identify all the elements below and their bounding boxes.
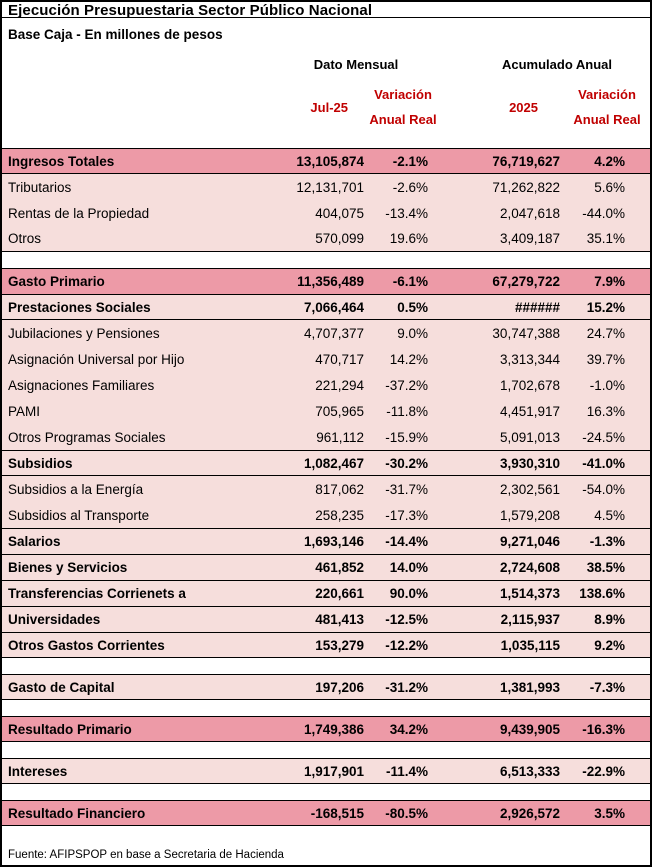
- cell-monthly-variation: 14.0%: [389, 560, 428, 575]
- cell-annual-value: 1,381,993: [499, 679, 560, 695]
- cell-annual-value: 2,047,618: [499, 205, 560, 221]
- cell-monthly-value: 197,206: [315, 679, 364, 695]
- table-row: [2, 320, 650, 346]
- cell-annual-variation: 24.7%: [586, 325, 625, 341]
- cell-monthly-value: 817,062: [315, 481, 364, 497]
- cell-annual-value: 5,091,013: [499, 429, 560, 445]
- variation-line-2: Anual Real: [573, 112, 641, 127]
- table-row: [2, 716, 650, 742]
- cell-annual-variation: -22.9%: [582, 763, 625, 779]
- table-row: [2, 268, 650, 294]
- row-label: Asignación Universal por Hijo: [8, 351, 185, 367]
- cell-annual-variation: 16.3%: [586, 403, 625, 419]
- table-row: [2, 476, 650, 502]
- cell-annual-value: ######: [514, 299, 560, 315]
- page-title: Ejecución Presupuestaria Sector Público Nacional: [8, 2, 373, 19]
- cell-monthly-variation: 0.5%: [397, 299, 428, 315]
- variation-line-2: Anual Real: [369, 112, 437, 127]
- cell-monthly-value: 404,075: [315, 205, 364, 221]
- cell-monthly-variation: -6.1%: [392, 274, 428, 289]
- row-label: Asignaciones Familiares: [8, 377, 155, 393]
- cell-annual-value: 3,409,187: [499, 231, 560, 246]
- table-row: [2, 294, 650, 320]
- cell-monthly-variation: -14.4%: [385, 534, 428, 549]
- cell-annual-value: 30,747,388: [492, 325, 560, 341]
- cell-annual-variation: -7.3%: [589, 679, 625, 695]
- column-header-year: 2025: [509, 99, 538, 115]
- cell-annual-value: 2,926,572: [499, 805, 560, 821]
- spacer-row: [2, 658, 650, 674]
- cell-monthly-variation: 34.2%: [389, 721, 428, 737]
- cell-monthly-value: 7,066,464: [303, 299, 364, 315]
- cell-monthly-variation: -31.7%: [385, 481, 428, 497]
- cell-annual-variation: -54.0%: [582, 481, 625, 497]
- cell-annual-variation: 39.7%: [586, 351, 625, 367]
- row-label: Gasto Primario: [8, 274, 105, 289]
- cell-annual-variation: 15.2%: [586, 299, 625, 315]
- cell-annual-variation: -24.5%: [582, 429, 625, 445]
- cell-annual-value: 9,271,046: [499, 534, 560, 549]
- row-label: Prestaciones Sociales: [8, 299, 151, 315]
- cell-annual-value: 76,719,627: [492, 153, 560, 169]
- cell-monthly-value: 481,413: [315, 612, 364, 627]
- table-row: [2, 346, 650, 372]
- column-header-month: Jul-25: [310, 99, 348, 115]
- cell-annual-value: 6,513,333: [499, 763, 560, 779]
- table-row: [2, 758, 650, 784]
- variation-line-1: Variación: [374, 87, 432, 102]
- cell-monthly-variation: 9.0%: [397, 325, 428, 341]
- row-label: Resultado Financiero: [8, 805, 146, 821]
- table-row: [2, 580, 650, 606]
- page-subtitle: Base Caja - En millones de pesos: [8, 27, 223, 42]
- cell-monthly-variation: -12.5%: [385, 612, 428, 627]
- cell-annual-value: 2,302,561: [499, 481, 560, 497]
- cell-annual-value: 3,313,344: [499, 351, 560, 367]
- cell-annual-value: 9,439,905: [499, 721, 560, 737]
- cell-annual-value: 1,035,115: [500, 637, 560, 653]
- cell-monthly-value: -168,515: [310, 805, 364, 821]
- table-row: [2, 148, 650, 174]
- group-header-monthly: Dato Mensual: [313, 57, 399, 72]
- table-row: [2, 174, 650, 200]
- cell-annual-variation: 3.5%: [594, 805, 625, 821]
- cell-monthly-variation: -80.5%: [385, 805, 428, 821]
- spacer-row: [2, 700, 650, 716]
- cell-annual-variation: 4.5%: [594, 507, 625, 523]
- cell-monthly-variation: -17.3%: [385, 507, 428, 523]
- cell-monthly-value: 470,717: [315, 351, 364, 367]
- cell-monthly-value: 11,356,489: [297, 274, 364, 289]
- cell-monthly-value: 705,965: [315, 403, 364, 419]
- cell-annual-value: 3,930,310: [499, 455, 560, 471]
- row-label: Intereses: [8, 763, 68, 779]
- table-row: [2, 674, 650, 700]
- cell-monthly-value: 220,661: [315, 586, 364, 601]
- cell-monthly-value: 1,917,901: [303, 763, 364, 779]
- cell-annual-value: 1,579,208: [499, 507, 560, 523]
- cell-monthly-variation: -12.2%: [385, 637, 428, 653]
- column-sub-header: [2, 80, 650, 134]
- title-row: [2, 2, 650, 18]
- table-row: [2, 800, 650, 826]
- cell-annual-variation: 35.1%: [586, 231, 625, 246]
- cell-monthly-value: 13,105,874: [296, 153, 364, 169]
- cell-monthly-variation: 90.0%: [389, 586, 428, 601]
- cell-monthly-value: 1,082,467: [303, 455, 364, 471]
- header-spacer: [2, 57, 248, 72]
- cell-monthly-variation: -2.6%: [392, 179, 428, 195]
- cell-annual-variation: -41.0%: [582, 455, 625, 471]
- cell-monthly-variation: -2.1%: [392, 153, 428, 169]
- cell-annual-variation: -16.3%: [582, 721, 625, 737]
- cell-annual-variation: -44.0%: [582, 205, 625, 221]
- table-row: [2, 632, 650, 658]
- cell-monthly-variation: 19.6%: [389, 231, 428, 246]
- column-header-variation-monthly: [368, 82, 438, 132]
- cell-annual-variation: 4.2%: [594, 153, 625, 169]
- row-label: Universidades: [8, 612, 101, 627]
- cell-monthly-variation: -15.9%: [385, 429, 428, 445]
- table-row: [2, 200, 650, 226]
- row-label: Tributarios: [8, 179, 72, 195]
- row-label: Jubilaciones y Pensiones: [8, 325, 160, 341]
- row-label: Otros Programas Sociales: [8, 429, 166, 445]
- spacer-row: [2, 252, 650, 268]
- cell-annual-value: 1,702,678: [499, 377, 560, 393]
- column-header-variation-annual: [564, 82, 650, 132]
- cell-annual-value: 1,514,373: [499, 586, 560, 601]
- cell-annual-variation: -1.0%: [589, 377, 625, 393]
- cell-monthly-value: 461,852: [315, 560, 364, 575]
- source-note: Fuente: AFIPSPOP en base a Secretaria de Hacienda: [8, 849, 284, 861]
- row-label: Bienes y Servicios: [8, 560, 128, 575]
- cell-monthly-value: 4,707,377: [303, 325, 364, 341]
- cell-monthly-value: 258,235: [315, 507, 364, 523]
- cell-annual-value: 67,279,722: [492, 274, 560, 289]
- cell-monthly-value: 961,112: [316, 429, 364, 445]
- cell-monthly-variation: -37.2%: [385, 377, 428, 393]
- group-header-annual: Acumulado Anual: [501, 57, 613, 72]
- row-label: Salarios: [8, 534, 61, 549]
- cell-annual-variation: 9.2%: [594, 637, 625, 653]
- cell-monthly-value: 1,749,386: [303, 721, 364, 737]
- table-row: [2, 226, 650, 252]
- cell-monthly-variation: -13.4%: [385, 205, 428, 221]
- cell-annual-value: 4,451,917: [499, 403, 560, 419]
- cell-annual-variation: 8.9%: [594, 612, 625, 627]
- table-row: [2, 502, 650, 528]
- spacer-row: [2, 742, 650, 758]
- column-group-header: [2, 57, 650, 72]
- cell-annual-variation: 138.6%: [579, 586, 625, 601]
- table-row: [2, 554, 650, 580]
- table-row: [2, 528, 650, 554]
- row-label: Subsidios a la Energía: [8, 481, 144, 497]
- cell-annual-variation: -1.3%: [589, 534, 625, 549]
- cell-annual-variation: 7.9%: [594, 274, 625, 289]
- row-label: Otros Gastos Corrientes: [8, 637, 165, 653]
- row-label: Otros: [8, 231, 42, 246]
- cell-monthly-variation: -11.4%: [385, 763, 428, 779]
- cell-monthly-value: 570,099: [315, 231, 364, 246]
- cell-annual-value: 2,724,608: [499, 560, 560, 575]
- row-label: Transferencias Corrienets a: [8, 586, 186, 601]
- row-label: Rentas de la Propiedad: [8, 205, 150, 221]
- cell-annual-value: 2,115,937: [500, 612, 560, 627]
- row-label: Subsidios al Transporte: [8, 507, 150, 523]
- table-row: [2, 606, 650, 632]
- row-label: Subsidios: [8, 455, 73, 471]
- cell-annual-variation: 5.6%: [594, 179, 625, 195]
- variation-line-1: Variación: [578, 87, 636, 102]
- cell-monthly-variation: -30.2%: [385, 455, 428, 471]
- cell-monthly-variation: 14.2%: [389, 351, 428, 367]
- table-row: [2, 398, 650, 424]
- cell-monthly-value: 1,693,146: [303, 534, 364, 549]
- cell-annual-value: 71,262,822: [492, 179, 560, 195]
- budget-table: [2, 148, 650, 826]
- cell-monthly-variation: -31.2%: [385, 679, 428, 695]
- row-label: Resultado Primario: [8, 721, 132, 737]
- cell-monthly-value: 153,279: [315, 637, 364, 653]
- table-row: [2, 424, 650, 450]
- row-label: Ingresos Totales: [8, 153, 115, 169]
- table-row: [2, 450, 650, 476]
- cell-annual-variation: 38.5%: [586, 560, 625, 575]
- table-row: [2, 372, 650, 398]
- row-label: Gasto de Capital: [8, 679, 115, 695]
- cell-monthly-variation: -11.8%: [386, 403, 428, 419]
- spacer-row: [2, 784, 650, 800]
- cell-monthly-value: 12,131,701: [296, 179, 364, 195]
- row-label: PAMI: [8, 403, 41, 419]
- cell-monthly-value: 221,294: [315, 377, 364, 393]
